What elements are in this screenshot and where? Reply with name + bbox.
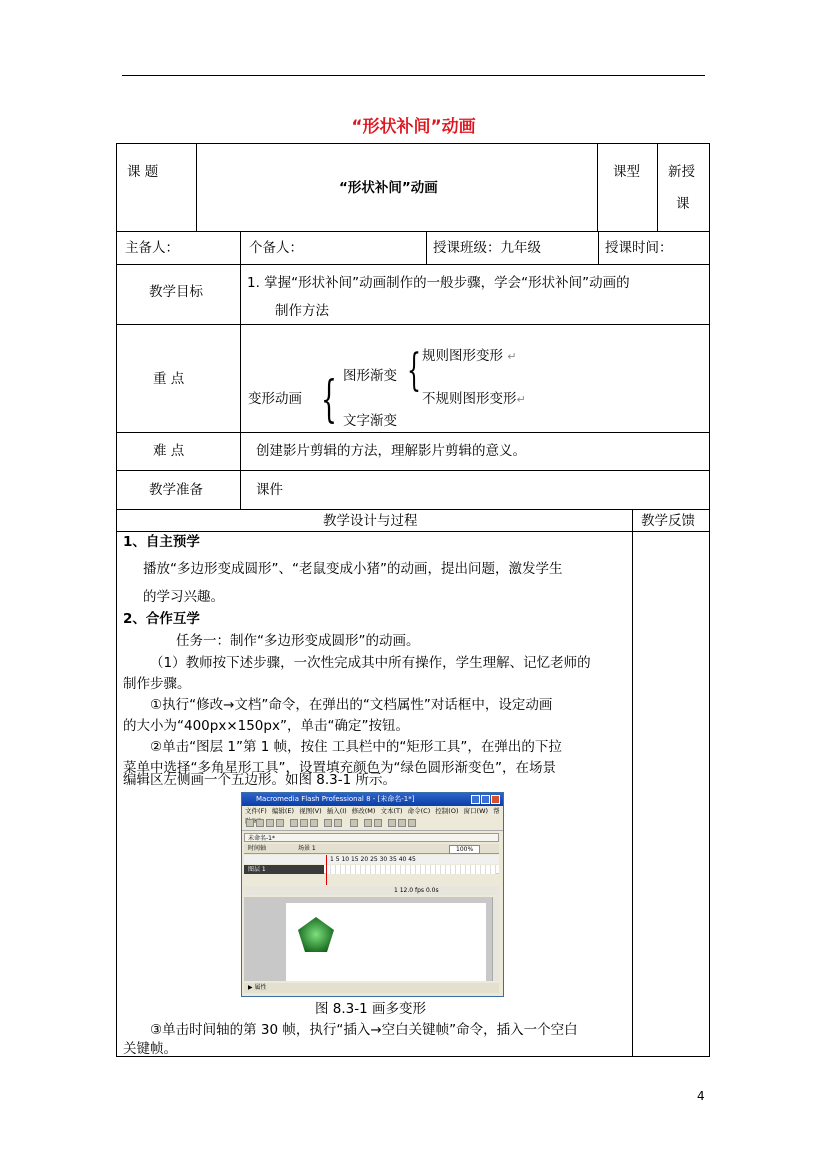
step-intro-line-1: （1）教师按下述步骤，一次性完成其中所有操作，学生理解、记忆老师的 bbox=[150, 655, 591, 671]
menu-bar: 文件(F) 编辑(E) 视图(V) 插入(I) 修改(M) 文本(T) 命令(C) 控制(O) 窗口(W) 帮 bbox=[245, 807, 500, 815]
key-branch-1: 图形渐变 bbox=[343, 368, 397, 384]
time-info: 授课时间： bbox=[605, 240, 673, 256]
main-preparer: 主备人： bbox=[125, 240, 179, 256]
brace-left: { bbox=[320, 370, 337, 428]
timeline-status bbox=[244, 886, 499, 895]
timeline-ruler bbox=[244, 855, 499, 864]
row-divider bbox=[117, 509, 709, 510]
window-title: Macromedia Flash Professional 8 - [未命名-1*] bbox=[256, 795, 415, 803]
difficulty-label: 难 点 bbox=[153, 443, 185, 459]
step-1-line-1: ①执行“修改→文档”命令，在弹出的“文档属性”对话框中，设定动画 bbox=[150, 697, 553, 713]
copy-icon bbox=[300, 819, 308, 827]
straighten-icon bbox=[374, 819, 382, 827]
design-header: 教学设计与过程 bbox=[323, 513, 418, 529]
s1-paragraph-line-1: 播放“多边形变成圆形”、“老鼠变成小猪”的动画，提出问题，激发学生 bbox=[143, 561, 563, 577]
close-icon bbox=[491, 795, 500, 804]
row-divider bbox=[117, 231, 709, 232]
col-divider bbox=[598, 231, 599, 264]
section-1-title: 1、自主预学 bbox=[123, 534, 200, 550]
prep-label: 教学准备 bbox=[149, 482, 203, 498]
col-divider bbox=[196, 144, 197, 231]
type-label: 课型 bbox=[613, 164, 640, 180]
pentagon-shape bbox=[296, 915, 336, 955]
document-tab: 未命名-1* bbox=[244, 833, 499, 842]
col-divider bbox=[240, 231, 241, 509]
brace-right: { bbox=[407, 345, 421, 396]
snap-icon bbox=[350, 819, 358, 827]
vertical-scrollbar bbox=[492, 897, 499, 981]
rotate-icon bbox=[388, 819, 396, 827]
flash-screenshot bbox=[241, 792, 504, 997]
properties-panel: ▶ 属性 bbox=[244, 983, 499, 993]
stage-area bbox=[244, 897, 492, 981]
goal-line-1: 1. 掌握“形状补间”动画制作的一般步骤，学会“形状补间”动画的 bbox=[247, 275, 630, 291]
smooth-icon bbox=[364, 819, 372, 827]
row-divider bbox=[117, 324, 709, 325]
personal-preparer: 个备人： bbox=[249, 240, 303, 256]
open-icon bbox=[256, 819, 264, 827]
topic-value: “形状补间”动画 bbox=[339, 180, 438, 196]
row-divider bbox=[117, 264, 709, 265]
key-leaf-1: 规则图形变形 ↵ bbox=[422, 348, 517, 364]
layer-frames bbox=[326, 865, 496, 874]
col-divider bbox=[632, 509, 633, 1056]
key-root: 变形动画 bbox=[248, 391, 302, 407]
save-icon bbox=[266, 819, 274, 827]
section-2-title: 2、合作互学 bbox=[123, 611, 200, 627]
step-3-line-1: ③单击时间轴的第 30 帧，执行“插入→空白关键帧”命令，插入一个空白 bbox=[150, 1022, 578, 1038]
redo-icon bbox=[334, 819, 342, 827]
key-leaf-2: 不规则图形变形↵ bbox=[422, 391, 526, 407]
task-1: 任务一：制作“多边形变成圆形”的动画。 bbox=[176, 633, 420, 649]
maximize-icon bbox=[481, 795, 490, 804]
align-icon bbox=[408, 819, 416, 827]
paste-icon bbox=[310, 819, 318, 827]
playhead bbox=[326, 855, 327, 885]
page-title: “形状补间”动画 bbox=[351, 117, 476, 137]
topic-label: 课 题 bbox=[127, 164, 159, 180]
goal-label: 教学目标 bbox=[149, 284, 203, 300]
feedback-header: 教学反馈 bbox=[641, 513, 695, 529]
step-intro-line-2: 制作步骤。 bbox=[123, 676, 191, 692]
type-value-cont: 课 bbox=[676, 196, 690, 212]
figure-caption: 图 8.3-1 画多变形 bbox=[315, 1001, 427, 1017]
step-2-line-3: 编辑区左侧画一个五边形。如图 8.3-1 所示。 bbox=[123, 772, 397, 788]
toolbar bbox=[242, 816, 503, 831]
class-info: 授课班级：九年级 bbox=[433, 240, 541, 256]
difficulty-value: 创建影片剪辑的方法，理解影片剪辑的意义。 bbox=[256, 443, 526, 459]
stage bbox=[286, 903, 486, 981]
key-label: 重 点 bbox=[153, 371, 185, 387]
row-divider bbox=[117, 531, 709, 532]
print-icon bbox=[276, 819, 284, 827]
row-divider bbox=[117, 470, 709, 471]
timeline-tab: 时间轴 bbox=[248, 845, 267, 852]
minimize-icon bbox=[471, 795, 480, 804]
key-branch-2: 文字渐变 bbox=[343, 413, 397, 429]
step-2-line-1: ②单击“图层 1”第 1 帧，按住 工具栏中的“矩形工具”，在弹出的下拉 bbox=[150, 739, 562, 755]
step-2-line-2: 菜单中选择“多角星形工具”，设置填充颜色为“绿色圆形渐变色”，在场景 bbox=[123, 760, 556, 776]
timeline-header bbox=[244, 844, 499, 854]
new-icon bbox=[246, 819, 254, 827]
undo-icon bbox=[324, 819, 332, 827]
fps-status: 1 12.0 fps 0.0s bbox=[394, 887, 439, 894]
row-divider bbox=[117, 432, 709, 433]
scale-icon bbox=[398, 819, 406, 827]
window-titlebar bbox=[242, 793, 503, 806]
col-divider bbox=[426, 231, 427, 264]
layer-row bbox=[244, 865, 499, 874]
type-value: 新授 bbox=[668, 164, 695, 180]
col-divider bbox=[597, 144, 598, 231]
col-divider bbox=[657, 144, 658, 231]
prep-value: 课件 bbox=[256, 482, 283, 498]
header-rule bbox=[122, 75, 705, 76]
s1-paragraph-line-2: 的学习兴趣。 bbox=[143, 589, 224, 605]
zoom-field: 100% bbox=[449, 845, 480, 854]
layer-name: 图层 1 bbox=[244, 865, 324, 874]
step-3-line-2: 关键帧。 bbox=[123, 1041, 177, 1057]
goal-line-2: 制作方法 bbox=[275, 303, 329, 319]
step-1-line-2: 的大小为“400px×150px”，单击“确定”按钮。 bbox=[123, 718, 409, 734]
cut-icon bbox=[290, 819, 298, 827]
frame-numbers: 1 5 10 15 20 25 30 35 40 45 bbox=[330, 856, 416, 863]
scene-label: 场景 1 bbox=[297, 845, 316, 852]
page-number: 4 bbox=[697, 1089, 705, 1103]
